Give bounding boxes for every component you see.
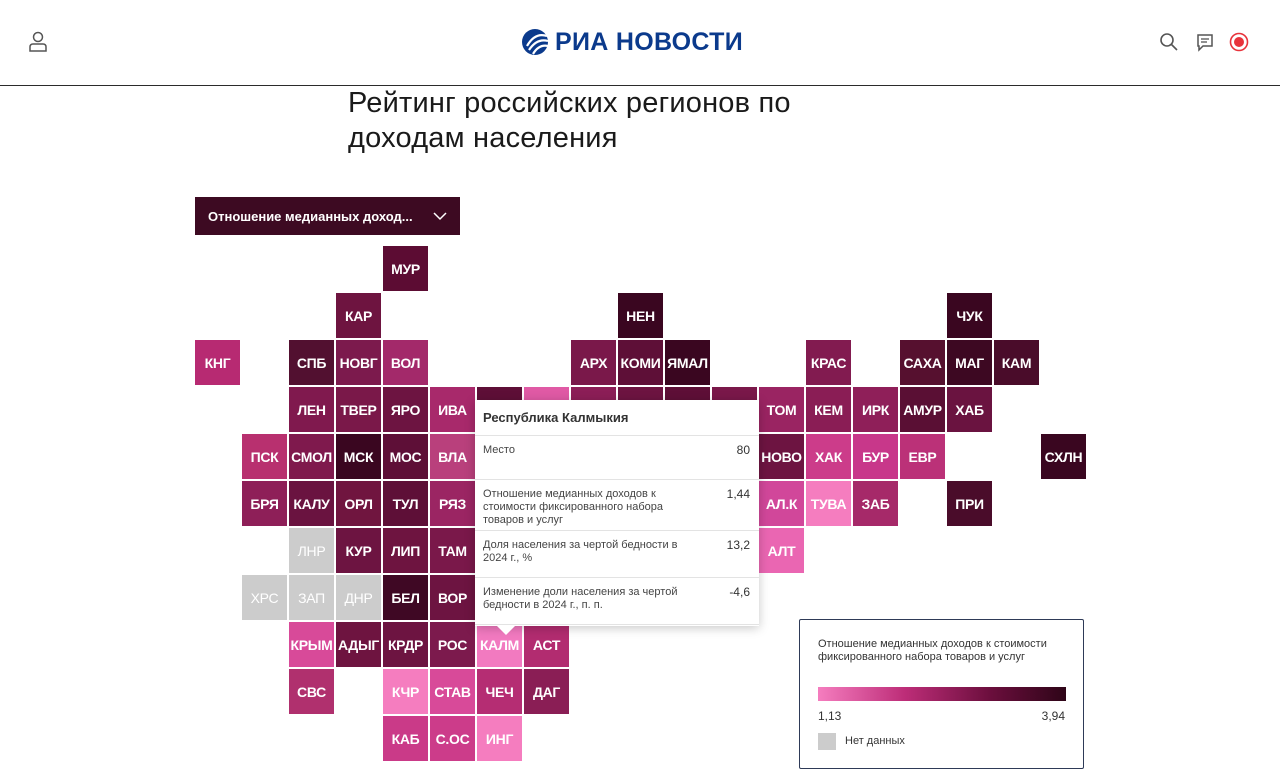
region-tile[interactable]: АРХ: [571, 340, 616, 385]
region-tooltip: [475, 400, 759, 626]
no-data-swatch: [818, 733, 836, 750]
region-tile[interactable]: КОМИ: [618, 340, 663, 385]
region-tile[interactable]: ЛИП: [383, 528, 428, 573]
legend-min: 1,13: [818, 709, 842, 723]
region-tile[interactable]: ВЛА: [430, 434, 475, 479]
region-tile[interactable]: ТУВА: [806, 481, 851, 526]
region-tile[interactable]: НЕН: [618, 293, 663, 338]
region-tile[interactable]: РОС: [430, 622, 475, 667]
region-tile[interactable]: ВОЛ: [383, 340, 428, 385]
region-tile[interactable]: ИНГ: [477, 716, 522, 761]
tooltip-row-value: 1,44: [726, 487, 750, 501]
region-tile[interactable]: БРЯ: [242, 481, 287, 526]
region-tile[interactable]: МУР: [383, 246, 428, 291]
metric-dropdown[interactable]: [195, 197, 460, 235]
tooltip-row-label: Изменение доли населения за чертой бедности в 2024 г., п. п.: [483, 586, 678, 611]
region-tile[interactable]: КУР: [336, 528, 381, 573]
tooltip-row-label: Доля населения за чертой бедности в 2024 г., %: [483, 539, 678, 564]
region-tile[interactable]: АДЫГ: [336, 622, 381, 667]
comment-icon[interactable]: [1195, 32, 1215, 52]
region-tile[interactable]: ТАМ: [430, 528, 475, 573]
region-tile[interactable]: КЧР: [383, 669, 428, 714]
tooltip-arrow: [496, 625, 516, 635]
tooltip-row: [475, 480, 759, 531]
legend-max: 3,94: [1041, 709, 1065, 723]
region-tile[interactable]: СМОЛ: [289, 434, 334, 479]
region-tile[interactable]: АМУР: [900, 387, 945, 432]
tooltip-row-value: 13,2: [726, 538, 750, 552]
region-tile[interactable]: ТУЛ: [383, 481, 428, 526]
region-tile[interactable]: ПРИ: [947, 481, 992, 526]
region-tile[interactable]: ХРС: [242, 575, 287, 620]
region-tile[interactable]: КРАС: [806, 340, 851, 385]
region-tile[interactable]: СПБ: [289, 340, 334, 385]
tooltip-row-label: Место: [483, 444, 515, 456]
tooltip-row: [475, 531, 759, 578]
region-tile[interactable]: ХАБ: [947, 387, 992, 432]
region-tile[interactable]: НОВО: [759, 434, 804, 479]
site-header: [0, 0, 1280, 86]
region-tile[interactable]: БЕЛ: [383, 575, 428, 620]
legend-gradient-bar: [818, 687, 1066, 701]
region-tile[interactable]: КАЛУ: [289, 481, 334, 526]
tooltip-row-value: -4,6: [729, 585, 750, 599]
region-tile[interactable]: ЗАБ: [853, 481, 898, 526]
region-tile[interactable]: АСТ: [524, 622, 569, 667]
user-icon[interactable]: [28, 31, 48, 53]
region-tile[interactable]: НОВГ: [336, 340, 381, 385]
region-tile[interactable]: МОС: [383, 434, 428, 479]
region-tile[interactable]: ЛЕН: [289, 387, 334, 432]
tooltip-row-value: 80: [736, 443, 750, 457]
region-tile[interactable]: БУР: [853, 434, 898, 479]
region-tile[interactable]: СТАВ: [430, 669, 475, 714]
region-tile[interactable]: КНГ: [195, 340, 240, 385]
region-tile[interactable]: ЯМАЛ: [665, 340, 710, 385]
region-tile[interactable]: ТОМ: [759, 387, 804, 432]
region-tile[interactable]: ОРЛ: [336, 481, 381, 526]
region-tile[interactable]: САХА: [900, 340, 945, 385]
region-tile[interactable]: КРЫМ: [289, 622, 334, 667]
region-tile[interactable]: КРДР: [383, 622, 428, 667]
ria-logo[interactable]: [520, 26, 743, 58]
chevron-down-icon: [433, 209, 447, 223]
logo-text: РИА НОВОСТИ: [555, 27, 743, 56]
dropdown-label: Отношение медианных доход...: [208, 208, 413, 224]
color-legend: [799, 619, 1084, 769]
live-icon[interactable]: [1229, 32, 1249, 52]
region-tile[interactable]: СХЛН: [1041, 434, 1086, 479]
region-tile[interactable]: АЛТ: [759, 528, 804, 573]
region-tile[interactable]: ЕВР: [900, 434, 945, 479]
page-title: Рейтинг российских регионов по доходам населения: [348, 87, 791, 154]
legend-title: Отношение медианных доходов к стоимости фиксированного набора товаров и услуг: [818, 638, 1047, 663]
region-tile[interactable]: КАЛМ: [477, 622, 522, 667]
tooltip-row: [475, 578, 759, 625]
region-tile[interactable]: СВС: [289, 669, 334, 714]
region-tile[interactable]: ТВЕР: [336, 387, 381, 432]
region-tile[interactable]: ДНР: [336, 575, 381, 620]
tooltip-row: [475, 436, 759, 480]
region-tile[interactable]: ЛНР: [289, 528, 334, 573]
region-tile[interactable]: ХАК: [806, 434, 851, 479]
tooltip-row-label: Отношение медианных доходов к стоимости фиксированного набора товаров и услуг: [483, 488, 664, 526]
region-tile[interactable]: ДАГ: [524, 669, 569, 714]
region-tile[interactable]: КАБ: [383, 716, 428, 761]
region-tile[interactable]: ПСК: [242, 434, 287, 479]
search-icon[interactable]: [1159, 32, 1179, 52]
region-tile[interactable]: ИВА: [430, 387, 475, 432]
region-tile[interactable]: КАР: [336, 293, 381, 338]
region-tile[interactable]: МАГ: [947, 340, 992, 385]
region-tile[interactable]: КАМ: [994, 340, 1039, 385]
region-tile[interactable]: КЕМ: [806, 387, 851, 432]
region-tile[interactable]: АЛ.К: [759, 481, 804, 526]
region-tile[interactable]: ЧЕЧ: [477, 669, 522, 714]
no-data-label: Нет данных: [845, 735, 905, 747]
ria-logo-icon: [520, 27, 550, 57]
region-tile[interactable]: РЯЗ: [430, 481, 475, 526]
region-tile[interactable]: ЗАП: [289, 575, 334, 620]
region-tile[interactable]: ЯРО: [383, 387, 428, 432]
region-tile[interactable]: ВОР: [430, 575, 475, 620]
region-tile[interactable]: ЧУК: [947, 293, 992, 338]
region-tile[interactable]: МСК: [336, 434, 381, 479]
region-tile[interactable]: ИРК: [853, 387, 898, 432]
region-tile[interactable]: С.ОС: [430, 716, 475, 761]
tooltip-title: Республика Калмыкия: [475, 400, 759, 436]
